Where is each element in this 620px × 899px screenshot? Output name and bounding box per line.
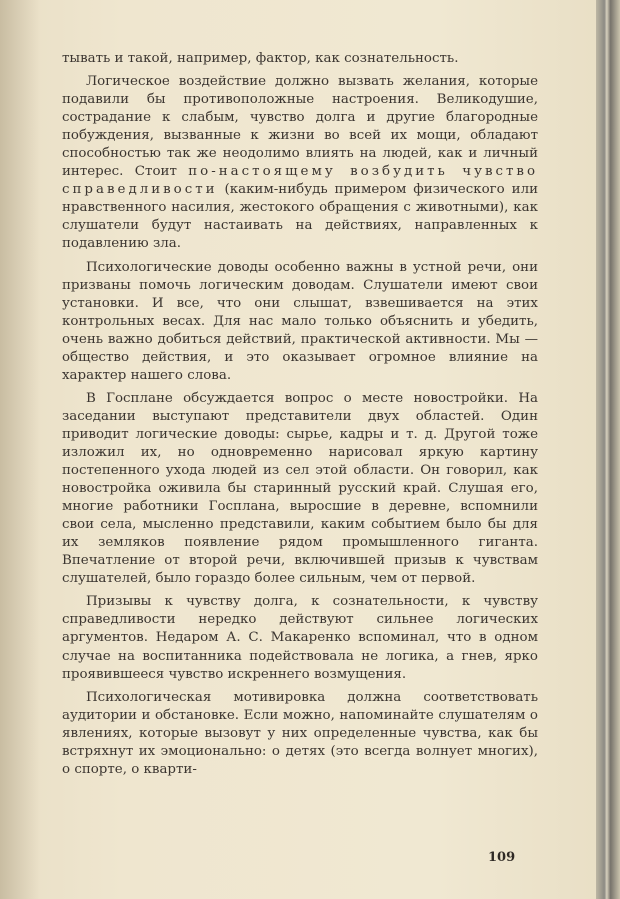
page-number: 109 — [488, 850, 516, 865]
paragraph-text: (каким-нибудь примером физического или нравственного насилия, жестокого обращения с животными), как слушатели будут настаивать на действиях, направленных к подавлению зла. — [62, 182, 538, 252]
paragraph-text: тывать и такой, например, фактор, как сознательность. — [62, 51, 459, 66]
emphasized-text: по-настоящему возбудить чувство справедливости — [62, 164, 539, 198]
paragraph-3 — [62, 259, 538, 385]
paragraph-text: Логическое воздействие должно вызвать желания, которые подавили бы противоположные настроения. Великодушие, сострадание к слабым, чувство долга и другие благородные побуждения, вызванные к жизни во всей их мощи, обладают способностью так же неодолимо влиять на людей, как и личный интерес. Стоит — [62, 74, 538, 180]
paragraph-6 — [62, 689, 538, 779]
paragraph-text: В Госплане обсуждается вопрос о месте новостройки. На заседании выступают представители двух областей. Один приводит логические доводы: сырье, кадры и т. д. Другой тоже изложил их, но одновременно нарисовал яркую картину постепенного ухода людей из сел этой области. Он говорил, как новостройка оживила бы старинный русский край. Слушая его, многие работники Госплана, выросшие в деревне, вспомнили свои села, мысленно представили, каким событием было бы для их земляков появление рядом промышленного гиганта. Впечатление от второй речи, включившей призыв к чувствам слушателей, было гораздо более сильным, чем от первой. — [62, 390, 538, 587]
gutter-shadow — [0, 0, 40, 899]
paragraph-5 — [62, 593, 538, 683]
paragraph-4 — [62, 390, 538, 589]
body-text — [62, 50, 538, 784]
paragraph-2 — [62, 73, 538, 253]
page-edge-strip — [596, 0, 620, 899]
paragraph-text: Психологическая мотивировка должна соответствовать аудитории и обстановке. Если можно, напоминайте слушателям о явлениях, которые вызовут у них определенные чувства, как бы встряхнут их эмоционально: о детях (это всегда волнует многих), о спорте, о кварти- — [62, 689, 538, 777]
paragraph-text: Призывы к чувству долга, к сознательности, к чувству справедливости нередко действуют сильнее логических аргументов. Недаром А. С. Макаренко вспоминал, что в одном случае на воспитанника подействовала не логика, а гнев, ярко проявившееся чувство искреннего возмущения. — [62, 594, 538, 682]
paragraph-1 — [62, 50, 538, 68]
paragraph-text: Психологические доводы особенно важны в устной речи, они призваны помочь логическим доводам. Слушатели имеют свои установки. И все, что они слышат, взвешивается на этих контрольных весах. Для нас мало только объяснить и убедить, очень важно добиться действий, практической активности. Мы — общество действия, и это оказывает огромное влияние на характер нашего слова. — [62, 259, 538, 383]
